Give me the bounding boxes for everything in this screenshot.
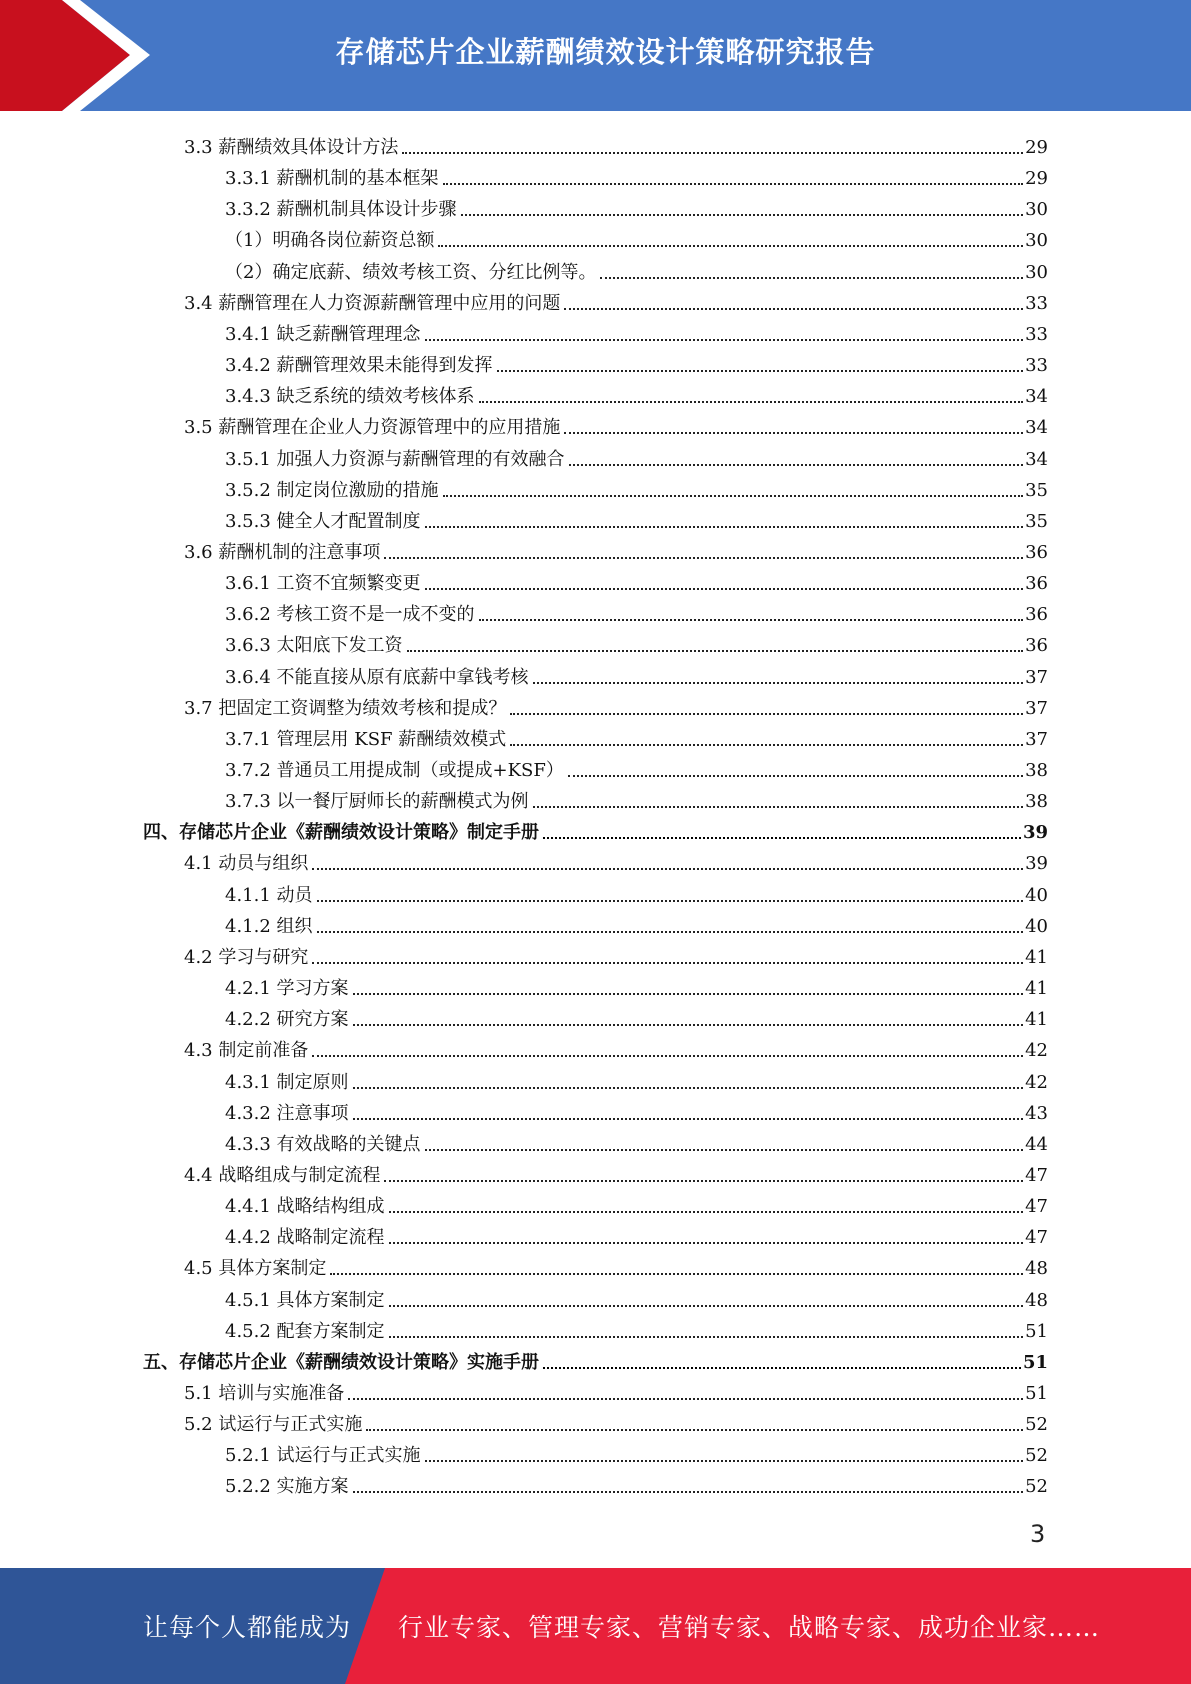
toc-entry-page: 38 (1025, 760, 1048, 781)
toc-entry[interactable] (225, 1312, 1048, 1343)
report-title: 存储芯片企业薪酬绩效设计策略研究报告 (335, 34, 876, 69)
toc-leader-dots (425, 1148, 1024, 1151)
toc-entry-page: 39 (1025, 853, 1048, 875)
toc-entry-title: 4.5.2 配套方案制定 (225, 1320, 385, 1342)
toc-entry-page: 42 (1025, 1040, 1048, 1062)
toc-entry-page: 47 (1025, 1227, 1048, 1249)
toc-entry[interactable] (184, 1156, 1048, 1187)
page-number: 3 (1030, 1520, 1046, 1548)
toc-leader-dots (425, 587, 1024, 590)
toc-entry-title: 3.7 把固定工资调整为绩效考核和提成？ (184, 697, 507, 719)
toc-entry-title: 5.2 试运行与正式实施 (184, 1414, 363, 1436)
toc-entry-title: 3.5.1 加强人力资源与薪酬管理的有效融合 (225, 448, 565, 470)
toc-entry-title: 3.6.4 不能直接从原有底薪中拿钱考核 (225, 666, 529, 688)
toc-entry-page: 35 (1025, 479, 1048, 501)
toc-entry-title: 4.3.2 注意事项 (225, 1102, 349, 1124)
toc-entry-page: 34 (1025, 386, 1048, 408)
toc-entry[interactable] (225, 315, 1048, 346)
toc-leader-dots (479, 618, 1024, 621)
toc-entry[interactable] (184, 1374, 1048, 1405)
toc-leader-dots (533, 681, 1024, 684)
footer-slogan-right: 行业专家、管理专家、营销专家、战略专家、成功企业家…… (398, 1613, 1101, 1642)
toc-entry[interactable] (225, 595, 1048, 626)
toc-entry-title: 3.7.1 管理层用 KSF 薪酬绩效模式 (225, 728, 507, 750)
toc-entry-page: 30 (1025, 199, 1048, 221)
toc-entry-title: 4.2.1 学习方案 (225, 978, 349, 1000)
toc-entry-page: 36 (1025, 635, 1048, 657)
toc-entry[interactable] (225, 564, 1048, 595)
toc-entry[interactable] (225, 658, 1048, 689)
toc-entry-title: 3.4.1 缺乏薪酬管理理念 (225, 323, 421, 345)
toc-entry[interactable] (225, 1125, 1048, 1156)
toc-entry-page: 30 (1025, 230, 1048, 252)
toc-entry-page: 37 (1025, 666, 1048, 688)
toc-entry-page: 48 (1025, 1258, 1048, 1280)
toc-leader-dots (389, 1241, 1024, 1244)
toc-entry[interactable] (225, 1000, 1048, 1031)
toc-entry[interactable] (225, 471, 1048, 502)
toc-entry-title: 3.3 薪酬绩效具体设计方法 (184, 137, 399, 158)
toc-entry-title: 4.3 制定前准备 (184, 1040, 309, 1062)
toc-leader-dots (330, 1272, 1023, 1275)
toc-entry-page: 43 (1025, 1102, 1048, 1124)
toc-entry-page: 52 (1025, 1445, 1048, 1467)
toc-leader-dots (402, 151, 1023, 154)
toc-entry-title: 4.4.2 战略制定流程 (225, 1227, 385, 1249)
toc-entry-title: 4.4.1 战略结构组成 (225, 1196, 385, 1218)
toc-leader-dots (543, 836, 1021, 839)
toc-entry-title: 3.7.3 以一餐厅厨师长的薪酬模式为例 (225, 791, 529, 813)
toc-entry-page: 29 (1025, 137, 1048, 158)
toc-leader-dots (425, 338, 1024, 341)
toc-entry[interactable] (225, 346, 1048, 377)
toc-entry-page: 40 (1025, 884, 1048, 906)
toc-entry[interactable] (225, 377, 1048, 408)
toc-leader-dots (353, 1490, 1024, 1493)
toc-entry-title: 3.4.3 缺乏系统的绩效考核体系 (225, 386, 475, 408)
toc-leader-dots (510, 712, 1023, 715)
toc-entry[interactable] (225, 159, 1048, 190)
toc-leader-dots (425, 1459, 1024, 1462)
toc-leader-dots (479, 400, 1024, 403)
toc-leader-dots (317, 899, 1024, 902)
toc-entry-title: 3.6.1 工资不宜频繁变更 (225, 573, 421, 595)
toc-leader-dots (389, 1210, 1024, 1213)
toc-entry-title: 4.1.1 动员 (225, 884, 313, 906)
toc-entry[interactable] (184, 1031, 1048, 1062)
toc-entry-page: 35 (1025, 510, 1048, 532)
toc-entry-title: 4.2 学习与研究 (184, 946, 309, 968)
toc-leader-dots (407, 649, 1024, 652)
toc-entry[interactable] (184, 1249, 1048, 1280)
toc-entry-title: 5.1 培训与实施准备 (184, 1383, 345, 1404)
toc-entry-page: 52 (1025, 1414, 1048, 1436)
toc-entry-page: 36 (1025, 541, 1048, 563)
toc-leader-dots (353, 1086, 1024, 1089)
toc-entry[interactable] (225, 1436, 1048, 1467)
toc-entry-page: 48 (1025, 1289, 1048, 1311)
toc-entry-title: 3.6 薪酬机制的注意事项 (184, 541, 381, 563)
toc-leader-dots (317, 930, 1024, 933)
toc-entry[interactable] (184, 1405, 1048, 1436)
toc-entry-page: 38 (1025, 791, 1048, 813)
toc-entry-title: 4.5.1 具体方案制定 (225, 1289, 385, 1311)
toc-leader-dots (443, 494, 1024, 497)
toc-entry-title: 3.5.2 制定岗位激励的措施 (225, 479, 439, 501)
toc-entry-title: 4.1.2 组织 (225, 915, 313, 937)
toc-entry-title: （1）明确各岗位薪资总额 (225, 230, 435, 252)
toc-entry-title: 3.7.2 普通员工用提成制（或提成+KSF） (225, 760, 564, 781)
toc-entry-title: 3.6.3 太阳底下发工资 (225, 635, 403, 657)
toc-entry-title: 四、存储芯片企业《薪酬绩效设计策略》制定手册 (143, 822, 539, 844)
footer-slogan-left: 让每个人都能成为 (143, 1613, 352, 1642)
toc-entry[interactable] (225, 253, 1048, 284)
toc-entry[interactable] (225, 1467, 1048, 1498)
toc-entry[interactable] (225, 1281, 1048, 1312)
toc-leader-dots (353, 1117, 1024, 1120)
toc-entry-title: 4.5 具体方案制定 (184, 1258, 327, 1280)
toc-leader-dots (564, 431, 1023, 434)
toc-entry-title: 4.4 战略组成与制定流程 (184, 1164, 381, 1186)
toc-leader-dots (353, 992, 1024, 995)
toc-entry-title: 4.2.2 研究方案 (225, 1009, 349, 1031)
toc-entry[interactable] (184, 284, 1048, 315)
toc-leader-dots (389, 1335, 1024, 1338)
toc-entry[interactable] (184, 128, 1048, 159)
toc-leader-dots (510, 743, 1023, 746)
toc-leader-dots (425, 525, 1024, 528)
toc-entry-page: 37 (1025, 728, 1048, 750)
toc-entry-page: 39 (1022, 822, 1048, 844)
toc-leader-dots (384, 556, 1023, 559)
toc-entry-title: 3.3.2 薪酬机制具体设计步骤 (225, 199, 457, 221)
toc-entry-page: 41 (1025, 946, 1048, 968)
toc-entry-page: 29 (1025, 168, 1048, 190)
toc-entry[interactable] (184, 689, 1048, 720)
toc-entry[interactable] (143, 1343, 1048, 1374)
toc-entry-title: 5.2.1 试运行与正式实施 (225, 1445, 421, 1467)
toc-entry-page: 36 (1025, 604, 1048, 626)
toc-entry[interactable] (184, 533, 1048, 564)
toc-entry[interactable] (225, 1187, 1048, 1218)
toc-entry[interactable] (225, 1218, 1048, 1249)
toc-entry-page: 41 (1025, 1009, 1048, 1031)
toc-entry-page: 34 (1025, 417, 1048, 439)
toc-entry-title: 3.3.1 薪酬机制的基本框架 (225, 168, 439, 190)
toc-entry-page: 40 (1025, 915, 1048, 937)
toc-entry-title: 4.3.3 有效战略的关键点 (225, 1133, 421, 1155)
toc-entry[interactable] (225, 876, 1048, 907)
toc-entry[interactable] (143, 813, 1048, 844)
toc-entry[interactable] (225, 626, 1048, 657)
toc-entry-page: 36 (1025, 573, 1048, 595)
toc-entry[interactable] (225, 221, 1048, 252)
toc-leader-dots (543, 1366, 1021, 1369)
toc-entry-page: 42 (1025, 1071, 1048, 1093)
toc-leader-dots (438, 244, 1023, 247)
toc-leader-dots (312, 867, 1023, 870)
toc-leader-dots (569, 463, 1024, 466)
toc-leader-dots (312, 961, 1023, 964)
toc-entry[interactable] (225, 440, 1048, 471)
toc-leader-dots (568, 774, 1023, 777)
toc-leader-dots (384, 1179, 1023, 1182)
toc-entry[interactable] (225, 969, 1048, 1000)
toc-entry[interactable] (225, 190, 1048, 221)
toc-entry-title: 3.5.3 健全人才配置制度 (225, 510, 421, 532)
toc-entry-title: 3.6.2 考核工资不是一成不变的 (225, 604, 475, 626)
toc-leader-dots (461, 213, 1024, 216)
toc-entry[interactable] (225, 907, 1048, 938)
toc-entry-title: 五、存储芯片企业《薪酬绩效设计策略》实施手册 (143, 1351, 539, 1373)
toc-entry-title: （2）确定底薪、绩效考核工资、分红比例等。 (225, 261, 597, 283)
toc-entry[interactable] (184, 844, 1048, 875)
toc-leader-dots (348, 1397, 1023, 1400)
toc-entry-page: 41 (1025, 978, 1048, 1000)
toc-entry[interactable] (225, 751, 1048, 782)
toc-entry-page: 51 (1025, 1383, 1048, 1404)
page-header (0, 0, 1191, 111)
toc-leader-dots (366, 1428, 1023, 1431)
toc-entry-title: 5.2.2 实施方案 (225, 1476, 349, 1498)
toc-entry-page: 33 (1025, 323, 1048, 345)
toc-leader-dots (389, 1304, 1024, 1307)
toc-entry-title: 3.4.2 薪酬管理效果未能得到发挥 (225, 355, 493, 377)
toc-entry-page: 47 (1025, 1164, 1048, 1186)
toc-leader-dots (497, 369, 1024, 372)
toc-entry[interactable] (225, 782, 1048, 813)
toc-entry[interactable] (184, 408, 1048, 439)
toc-entry-page: 37 (1025, 697, 1048, 719)
toc-entry-title: 3.4 薪酬管理在人力资源薪酬管理中应用的问题 (184, 292, 561, 314)
page-footer (0, 1568, 1191, 1684)
toc-entry[interactable] (225, 720, 1048, 751)
toc-entry-page: 34 (1025, 448, 1048, 470)
toc-entry-title: 3.5 薪酬管理在企业人力资源管理中的应用措施 (184, 417, 561, 439)
toc-entry[interactable] (225, 502, 1048, 533)
toc-entry[interactable] (225, 1094, 1048, 1125)
toc-leader-dots (533, 805, 1024, 808)
toc-entry-page: 30 (1025, 261, 1048, 283)
toc-leader-dots (564, 307, 1023, 310)
toc-entry-title: 4.1 动员与组织 (184, 853, 309, 875)
toc-entry[interactable] (225, 1063, 1048, 1094)
toc-entry-page: 47 (1025, 1196, 1048, 1218)
toc-entry-page: 52 (1025, 1476, 1048, 1498)
toc-leader-dots (600, 276, 1023, 279)
toc-entry-title: 4.3.1 制定原则 (225, 1071, 349, 1093)
toc-leader-dots (443, 182, 1024, 185)
toc-entry[interactable] (184, 938, 1048, 969)
toc-leader-dots (312, 1054, 1023, 1057)
toc-entry-page: 51 (1022, 1351, 1048, 1373)
toc-entry-page: 33 (1025, 292, 1048, 314)
toc-entry-page: 44 (1025, 1133, 1048, 1155)
toc-leader-dots (353, 1023, 1024, 1026)
toc-entry-page: 51 (1025, 1320, 1048, 1342)
toc-entry-page: 33 (1025, 355, 1048, 377)
